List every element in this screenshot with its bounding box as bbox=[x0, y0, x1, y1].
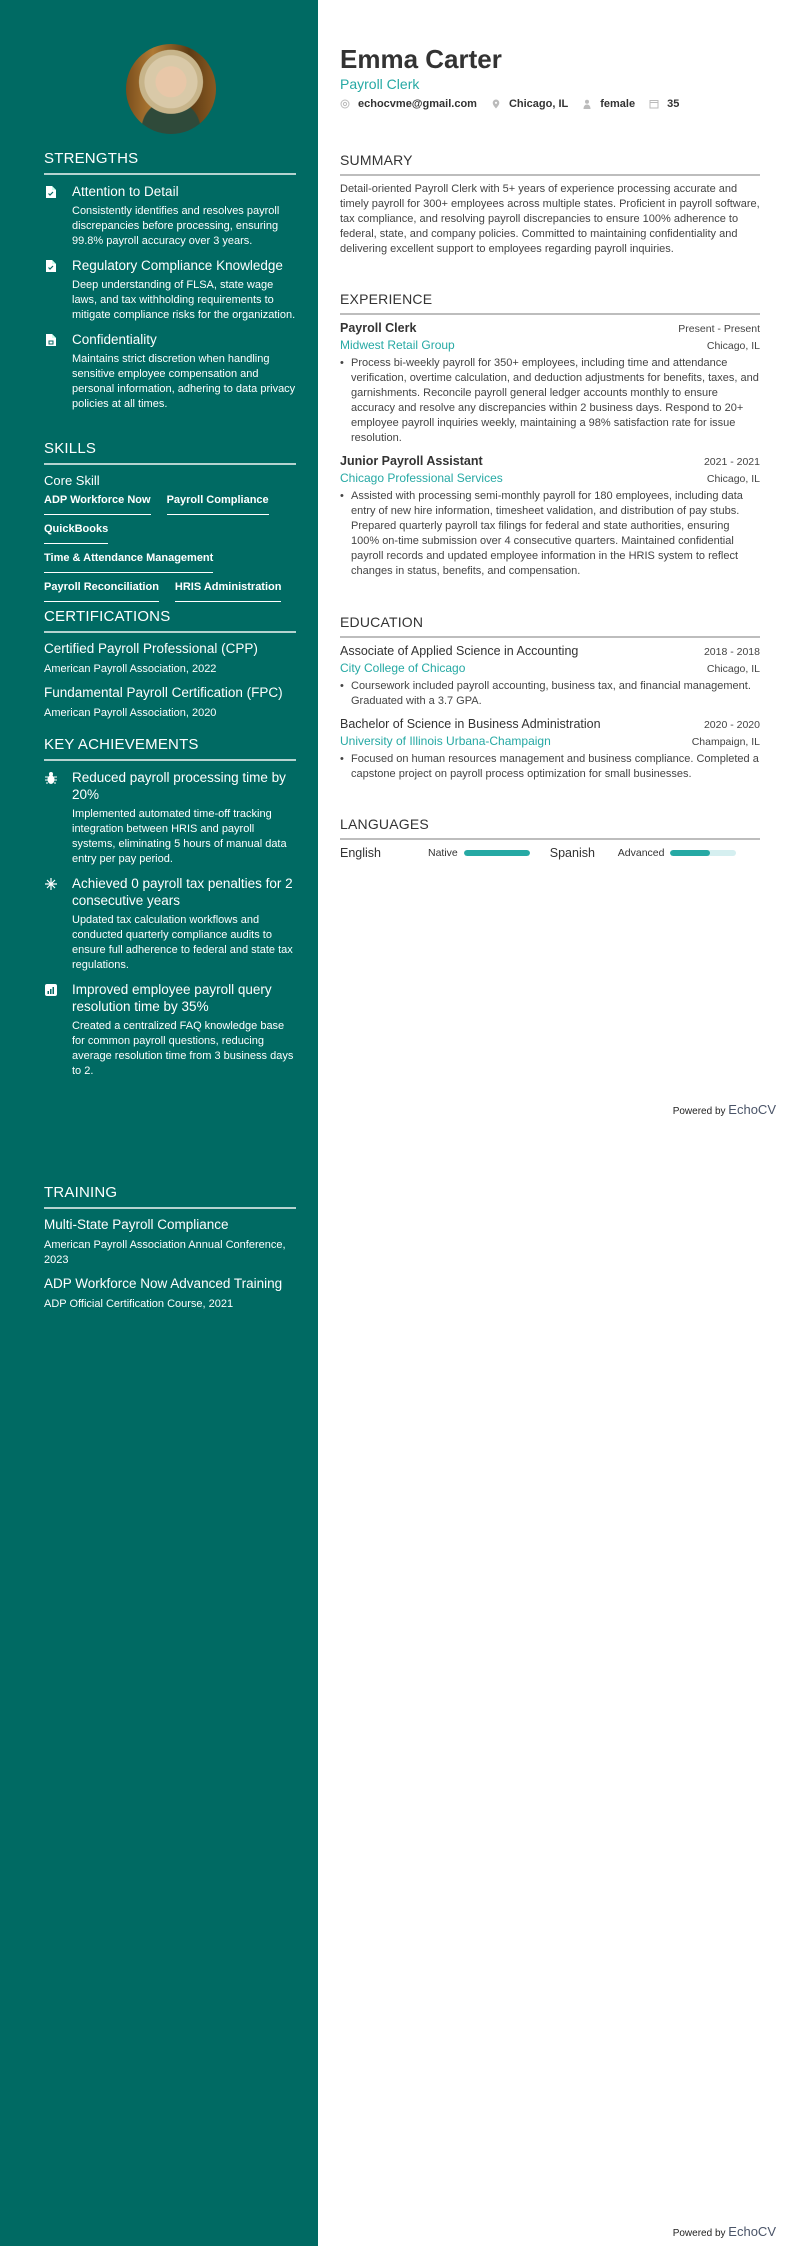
summary-text: Detail-oriented Payroll Clerk with 5+ years of experience processing accurate and timely payroll for 300+ employees across multiple states. Proficient in payroll software, tax compliance, and resolving payroll discrepancies to ensure 100% adherence to federal, state, and company policies. Committed to maintaining confidentiality and delivering excellent support to employees regarding payroll inquiries. bbox=[340, 183, 760, 255]
contact-age: 35 bbox=[667, 98, 680, 110]
languages-heading: LANGUAGES bbox=[340, 816, 760, 840]
job-dates: Present - Present bbox=[678, 323, 760, 335]
job-bullets bbox=[340, 489, 760, 579]
bug-icon bbox=[44, 771, 58, 785]
achievements-section bbox=[44, 736, 296, 1087]
experience-section bbox=[340, 291, 760, 587]
bullet: • Coursework included payroll accounting, business tax, and financial management. Graduated with a 3.7 GPA. bbox=[340, 679, 760, 709]
powered-by-footer: Powered by EchoCV bbox=[672, 2224, 776, 2239]
cert-item: Certified Payroll Professional (CPP) American Payroll Association, 2022 bbox=[44, 641, 258, 675]
language-proficiency-bar bbox=[670, 850, 736, 856]
strength-item: Regulatory Compliance Knowledge Deep understanding of FLSA, state wage laws, and tax withholding requirements to mitigate compliance risks for the organization. bbox=[44, 257, 296, 323]
skill-tag: ADP Workforce Now bbox=[44, 492, 151, 515]
sparkle-off-icon bbox=[44, 877, 58, 891]
education-item bbox=[340, 717, 760, 782]
summary-heading: SUMMARY bbox=[340, 152, 760, 176]
brand-link[interactable]: EchoCV bbox=[728, 1102, 776, 1117]
experience-item bbox=[340, 454, 760, 579]
sidebar bbox=[0, 0, 318, 2246]
bar-chart-icon bbox=[44, 983, 58, 997]
strengths-section bbox=[44, 150, 296, 420]
bullet: • Focused on human resources management and business compliance. Completed a capstone project on payroll process optimization for small businesses. bbox=[340, 752, 760, 782]
training-heading: TRAINING bbox=[44, 1184, 296, 1209]
location-pin-icon bbox=[491, 99, 501, 109]
candidate-role: Payroll Clerk bbox=[340, 76, 420, 92]
education-item bbox=[340, 644, 760, 709]
skills-heading: SKILLS bbox=[44, 440, 296, 465]
skill-tag: HRIS Administration bbox=[175, 579, 282, 602]
school-name: City College of Chicago bbox=[340, 661, 466, 675]
brand-link[interactable]: EchoCV bbox=[728, 2224, 776, 2239]
job-location: Chicago, IL bbox=[706, 473, 760, 485]
job-dates: 2021 - 2021 bbox=[703, 456, 760, 468]
job-bullets bbox=[340, 356, 760, 446]
person-icon bbox=[582, 99, 592, 109]
edu-dates: 2018 - 2018 bbox=[703, 646, 760, 658]
language-name: English bbox=[340, 846, 381, 860]
training-item: ADP Workforce Now Advanced Training ADP Official Certification Course, 2021 bbox=[44, 1276, 283, 1310]
main-content bbox=[318, 0, 794, 2246]
experience-item bbox=[340, 321, 760, 446]
at-icon bbox=[340, 99, 350, 109]
achievement-item: Improved employee payroll query resolution time by 35% Created a centralized FAQ knowledge base for common payroll questions, reducing average resolution time from 3 business days to 2. bbox=[44, 981, 296, 1079]
achievements-heading: KEY ACHIEVEMENTS bbox=[44, 736, 296, 761]
degree-title: Associate of Applied Science in Accounting bbox=[340, 644, 579, 658]
contact-gender: female bbox=[600, 98, 636, 110]
skill-tag: Payroll Reconciliation bbox=[44, 579, 159, 602]
training-item: Multi-State Payroll Compliance American Payroll Association Annual Conference, 2023 bbox=[44, 1217, 286, 1266]
job-title: Payroll Clerk bbox=[340, 321, 417, 335]
powered-by-footer: Powered by EchoCV bbox=[672, 1102, 776, 1117]
achievement-item: Achieved 0 payroll tax penalties for 2 consecutive years Updated tax calculation workflows and conducted quarterly compliance audits to ensure full adherence to federal and state tax regulations. bbox=[44, 875, 296, 973]
job-title: Junior Payroll Assistant bbox=[340, 454, 483, 468]
document-check-icon bbox=[44, 259, 58, 273]
profile-photo bbox=[126, 44, 216, 134]
edu-bullets bbox=[340, 679, 760, 709]
education-heading: EDUCATION bbox=[340, 614, 760, 638]
calendar-icon bbox=[649, 99, 659, 109]
degree-title: Bachelor of Science in Business Administration bbox=[340, 717, 601, 731]
certifications-heading: CERTIFICATIONS bbox=[44, 608, 296, 633]
language-proficiency-bar bbox=[464, 850, 530, 856]
contact-location: Chicago, IL bbox=[508, 98, 569, 110]
strength-item: Attention to Detail Consistently identifies and resolves payroll discrepancies before processing, ensuring 99.8% payroll accuracy over 3 years. bbox=[44, 183, 296, 249]
languages-list bbox=[340, 846, 760, 860]
language-level: Advanced bbox=[617, 847, 665, 859]
cert-item: Fundamental Payroll Certification (FPC) American Payroll Association, 2020 bbox=[44, 685, 283, 719]
document-lock-icon bbox=[44, 333, 58, 347]
bullet: • Assisted with processing semi-monthly payroll for 180 employees, including data entry of new hire information, timesheet validation, and distribution of pay stubs. Prepared quarterly payroll tax filings for federal and state authorities, ensuring 100% on-time submission over 4 consecutive quarters. Maintained confidential payroll records and updated employee information in the HRIS system to reflect changes in status, benefits, and compensation. bbox=[340, 489, 760, 579]
summary-section bbox=[340, 152, 760, 257]
education-section bbox=[340, 614, 760, 790]
candidate-name: Emma Carter bbox=[340, 44, 502, 74]
skill-group-label: Core Skill bbox=[44, 473, 100, 488]
language-level: Native bbox=[428, 847, 458, 859]
experience-heading: EXPERIENCE bbox=[340, 291, 760, 315]
edu-bullets bbox=[340, 752, 760, 782]
document-check-icon bbox=[44, 185, 58, 199]
company-name: Midwest Retail Group bbox=[340, 338, 455, 352]
skill-tag: Time & Attendance Management bbox=[44, 550, 213, 573]
strength-item: Confidentiality Maintains strict discretion when handling sensitive employee compensation and personal information, adhering to data privacy policies at all times. bbox=[44, 331, 296, 412]
achievement-item: Reduced payroll processing time by 20% Implemented automated time-off tracking integration between HRIS and payroll systems, eliminating 5 hours of manual data entry per pay period. bbox=[44, 769, 296, 867]
certifications-section bbox=[44, 608, 296, 729]
bullet: • Process bi-weekly payroll for 350+ employees, including time and attendance verification, overtime calculation, and deduction adjustments for benefits, taxes, and garnishments. Reconcile payroll general ledger accounts monthly to ensure accuracy and resolve any discrepancies within 2 business days. Respond to 20+ employee payroll inquiries weekly, maintaining a 98% satisfaction rate for issue resolution. bbox=[340, 356, 760, 446]
edu-location: Champaign, IL bbox=[691, 736, 760, 748]
skill-tag: QuickBooks bbox=[44, 521, 108, 544]
training-section bbox=[44, 1184, 296, 1320]
strengths-heading: STRENGTHS bbox=[44, 150, 296, 175]
skill-tag: Payroll Compliance bbox=[167, 492, 269, 515]
skills-section bbox=[44, 440, 296, 608]
school-name: University of Illinois Urbana-Champaign bbox=[340, 734, 551, 748]
edu-location: Chicago, IL bbox=[706, 663, 760, 675]
edu-dates: 2020 - 2020 bbox=[703, 719, 760, 731]
company-name: Chicago Professional Services bbox=[340, 471, 503, 485]
languages-section bbox=[340, 816, 760, 860]
contact-bar bbox=[340, 98, 693, 110]
skills-list bbox=[44, 492, 296, 608]
language-name: Spanish bbox=[549, 846, 595, 860]
job-location: Chicago, IL bbox=[706, 340, 760, 352]
contact-email[interactable]: echocvme@gmail.com bbox=[358, 98, 477, 110]
